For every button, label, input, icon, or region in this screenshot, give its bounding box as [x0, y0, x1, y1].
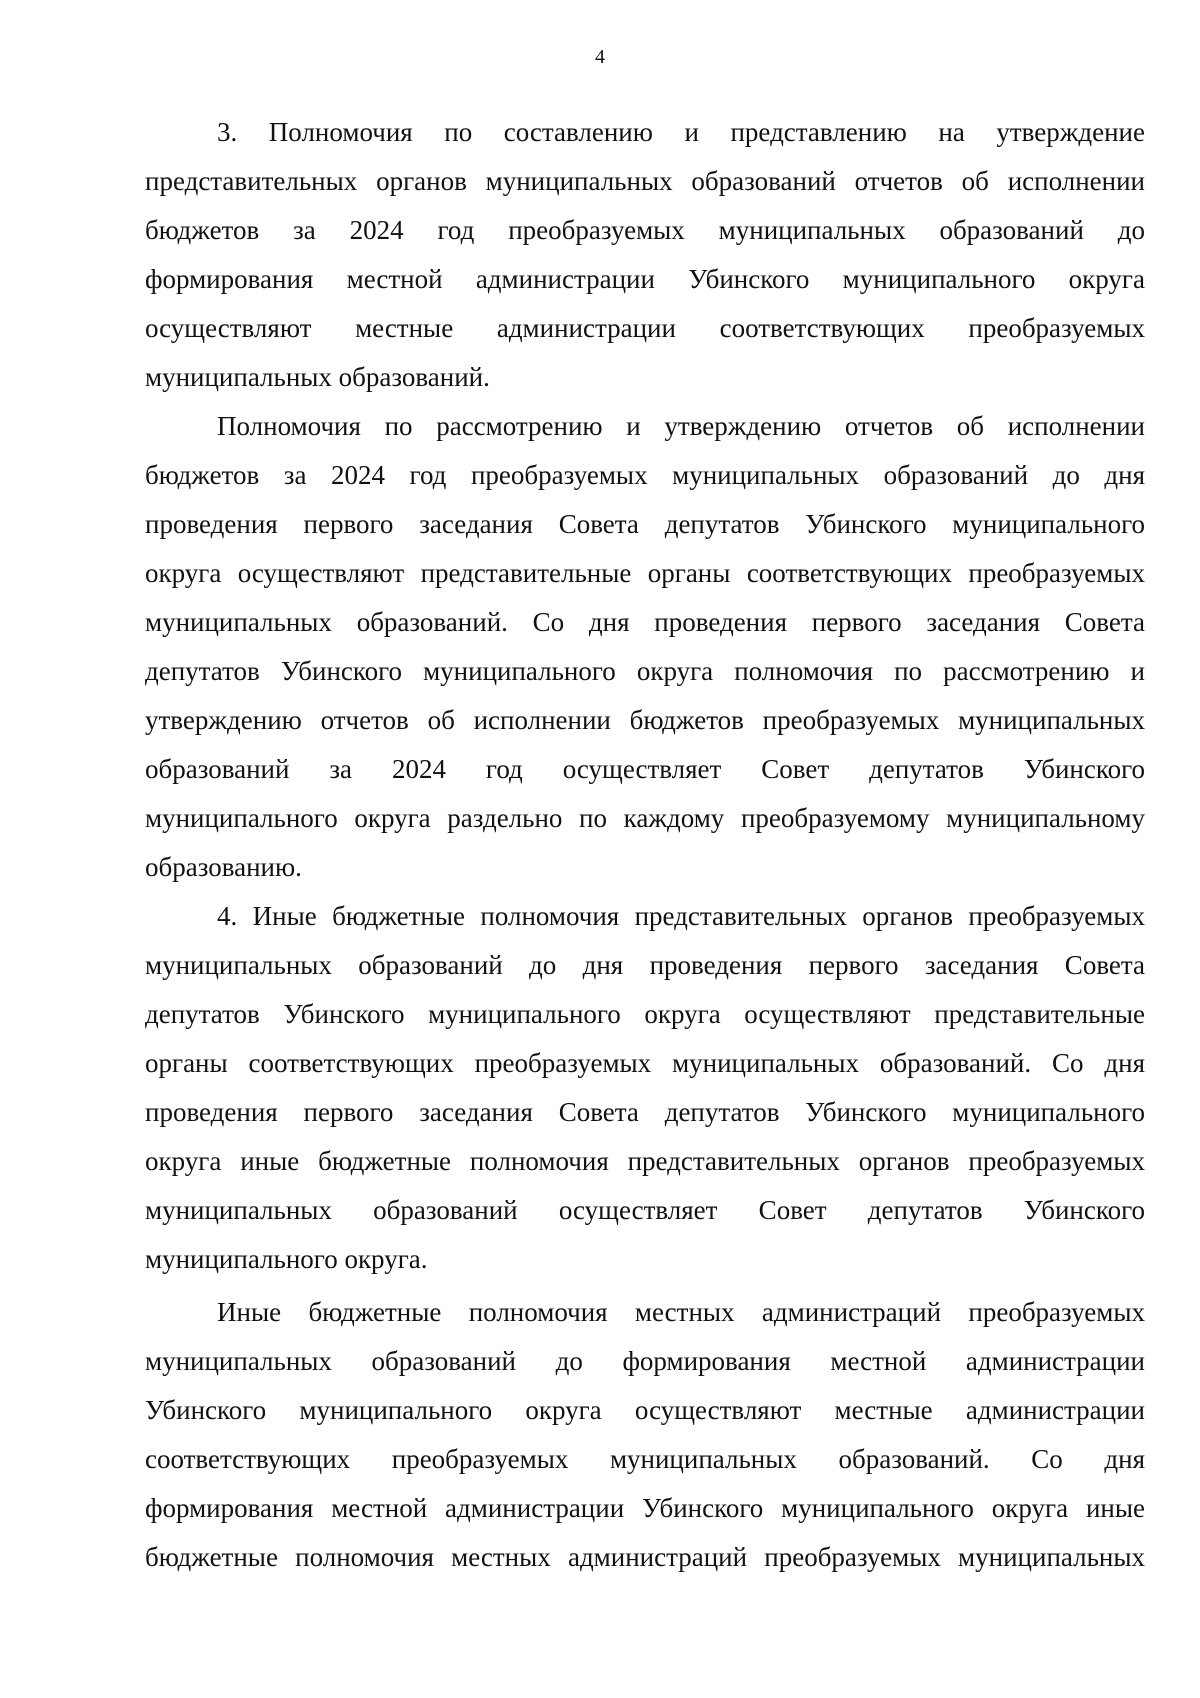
paragraph-4-continued [145, 1288, 1145, 1582]
text-line: округа осуществляют представительные органы соответствующих преобразуемых [145, 558, 1145, 588]
text-line: соответствующих преобразуемых муниципальных образований. Со дня [145, 1444, 1145, 1474]
text-line: Убинского муниципального округа осуществляют местные администрации [145, 1395, 1145, 1425]
text-line: представительных органов муниципальных образований отчетов об исполнении [145, 166, 1145, 196]
text-line: утверждению отчетов об исполнении бюджетов преобразуемых муниципальных [145, 705, 1145, 735]
paragraph-3-continued [145, 402, 1145, 892]
text-line: депутатов Убинского муниципального округа осуществляют представительные [145, 999, 1145, 1029]
text-line: Полномочия по рассмотрению и утверждению отчетов об исполнении [217, 411, 1145, 441]
text-line: органы соответствующих преобразуемых муниципальных образований. Со дня [145, 1048, 1145, 1078]
text-line: муниципального округа. [145, 1244, 428, 1274]
text-line: муниципальных образований. Со дня проведения первого заседания Совета [145, 607, 1145, 637]
text-line: осуществляют местные администрации соответствующих преобразуемых [145, 313, 1145, 343]
text-line: 4. Иные бюджетные полномочия представительных органов преобразуемых [217, 901, 1145, 931]
text-line: округа иные бюджетные полномочия представительных органов преобразуемых [145, 1146, 1145, 1176]
text-line: формирования местной администрации Убинского муниципального округа [145, 264, 1145, 294]
text-line: муниципального округа раздельно по каждому преобразуемому муниципальному [145, 803, 1145, 833]
text-line: Иные бюджетные полномочия местных администраций преобразуемых [217, 1297, 1145, 1327]
text-line: формирования местной администрации Убинского муниципального округа иные [145, 1493, 1145, 1523]
text-line: бюджетов за 2024 год преобразуемых муниципальных образований до дня [145, 460, 1145, 490]
paragraph-3 [145, 108, 1145, 402]
paragraph-4 [145, 892, 1145, 1284]
text-line: депутатов Убинского муниципального округа полномочия по рассмотрению и [145, 656, 1145, 686]
document-body [145, 108, 1145, 1582]
page-number: 4 [595, 46, 605, 68]
text-line: 3. Полномочия по составлению и представлению на утверждение [217, 117, 1145, 147]
text-line: проведения первого заседания Совета депутатов Убинского муниципального [145, 509, 1145, 539]
text-line: бюджетные полномочия местных администраций преобразуемых муниципальных [145, 1542, 1145, 1572]
text-line: муниципальных образований. [145, 362, 490, 392]
text-line: муниципальных образований до формирования местной администрации [145, 1346, 1145, 1376]
text-line: бюджетов за 2024 год преобразуемых муниципальных образований до [145, 215, 1145, 245]
text-line: муниципальных образований до дня проведения первого заседания Совета [145, 950, 1145, 980]
text-line: образований за 2024 год осуществляет Совет депутатов Убинского [145, 754, 1145, 784]
text-line: проведения первого заседания Совета депутатов Убинского муниципального [145, 1097, 1145, 1127]
text-line: образованию. [145, 852, 302, 882]
text-line: муниципальных образований осуществляет Совет депутатов Убинского [145, 1195, 1145, 1225]
